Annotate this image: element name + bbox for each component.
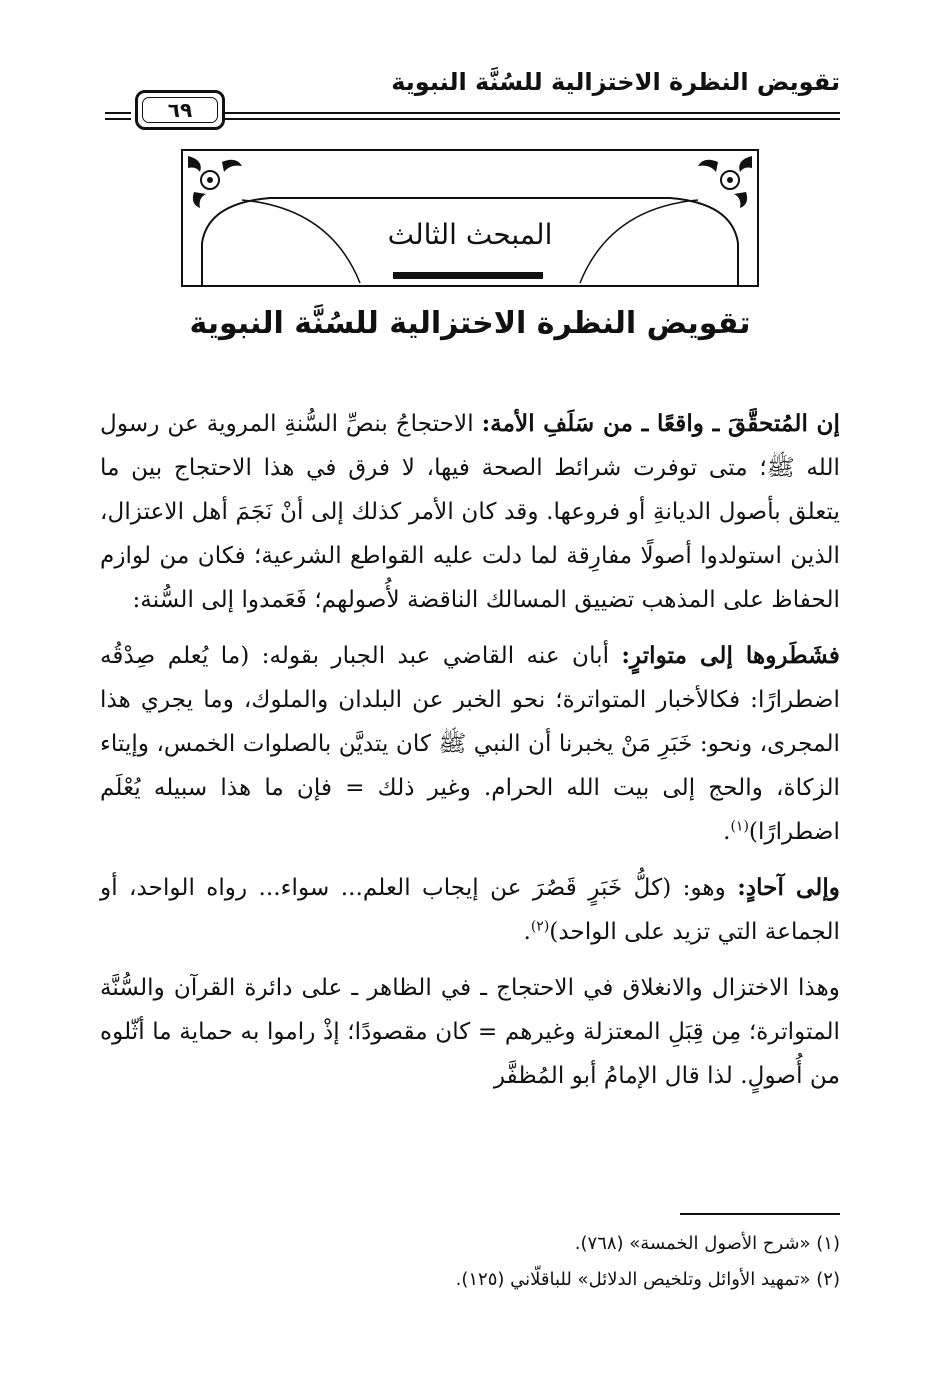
paragraph-lead: إن المُتحقَّقَ ـ واقعًا ـ من سَلَفِ الأمة: <box>481 410 840 437</box>
page-number: ٦٩ <box>142 97 218 123</box>
chapter-title: تقويض النظرة الاختزالية للسُنَّة النبوية <box>189 306 751 341</box>
paragraph-text: وهذا الاختزال والانغلاق في الاحتجاج ـ في الظاهر ـ على دائرة القرآن والسُّنَّة المتواترة؛ مِن قِبَلِ المعتزلة وغيرهم = كان مقصودًا؛ إذْ راموا به حماية ما أثّلوه من أُصولٍ. لذا قال الإمامُ أبو المُظفَّر <box>100 974 840 1089</box>
running-header <box>105 62 840 132</box>
section-underline <box>393 272 543 279</box>
body-text <box>100 402 840 1110</box>
paragraph-text: وهو: (كلُّ خَبَرٍ قَصُرَ عن إيجاب العلم... سواء... رواه الواحد، أو الجماعة التي تزيد على الواحد) <box>100 874 840 945</box>
header-rule <box>105 112 131 114</box>
footnote-rule <box>680 1213 840 1215</box>
paragraph-text: أبان عنه القاضي عبد الجبار بقوله: (ما يُعلم صِدْقُه اضطرارًا: فكالأخبار المتواترة؛ نحو الخبر عن البلدان والملوك، وما يجري هذا المجرى، ونحو: خَبَرِ مَنْ يخبرنا أن النبي ﷺ كان يتديَّن بالصلوات الخمس، وإيتاء الزكاة، والحج إلى بيت الله الحرام. وغير ذلك = فإن ما هذا سبيله يُعْلَم اضطرارًا) <box>100 642 840 845</box>
footnote-ref[interactable]: (٢) <box>530 918 550 935</box>
header-rule <box>105 118 131 120</box>
paragraph: وإلى آحادٍ: وهو: (كلُّ خَبَرٍ قَصُرَ عن إيجاب العلم... سواء... رواه الواحد، أو الجماعة التي تزيد على الواحد)$^{(٢)}$. <box>100 874 840 945</box>
paragraph: فشَطَروها إلى متواترٍ: أبان عنه القاضي عبد الجبار بقوله: (ما يُعلم صِدْقُه اضطرارًا: فكالأخبار المتواترة؛ نحو الخبر عن البلدان والملوك، وما يجري هذا المجرى، ونحو: خَبَرِ مَنْ يخبرنا أن النبي ﷺ كان يتديَّن بالصلوات الخمس، وإيتاء الزكاة، والحج إلى بيت الله الحرام. وغير ذلك = فإن ما هذا سبيله يُعْلَم اضطرارًا)$^{(١)}$. <box>100 642 840 845</box>
header-rule <box>225 118 840 120</box>
paragraph <box>100 402 840 622</box>
running-title: تقويض النظرة الاختزالية للسُنَّة النبوية <box>391 68 840 96</box>
paragraph-lead: فشَطَروها إلى متواترٍ: <box>621 642 840 669</box>
paragraph-text: الاحتجاجُ بنصِّ السُّنةِ المروية عن رسول الله ﷺ؛ متى توفرت شرائط الصحة فيها، لا فرق في هذا الاحتجاج بين ما يتعلق بأصول الديانةِ أو فروعها. وقد كان الأمر كذلك إلى أنْ نَجَمَ أهل الاعتزال، الذين استولدوا أصولًا مفارِقة لما دلت عليه القواطع الشرعية؛ فكان من لوازم الحفاظ على المذهب تضييق المسالك الناقضة لأُصولهم؛ فَعَمدوا إلى السُّنة: <box>100 410 840 613</box>
header-rule <box>225 112 840 114</box>
footnote: (٢) «تمهيد الأوائل وتلخيص الدلائل» للباقلّاني (١٢٥). <box>455 1269 840 1290</box>
corner-ornament-left-icon <box>188 156 242 208</box>
footnotes <box>100 1226 840 1298</box>
corner-ornament-right-icon <box>698 156 752 208</box>
paragraph-lead: وإلى آحادٍ: <box>737 874 840 901</box>
page-number-box <box>135 90 225 130</box>
footnote: (١) «شرح الأصول الخمسة» (٧٦٨). <box>574 1233 840 1254</box>
section-frame <box>180 148 760 288</box>
paragraph <box>100 966 840 1098</box>
section-label: المبحث الثالث <box>387 218 553 251</box>
footnote-ref[interactable]: (١) <box>730 818 749 835</box>
